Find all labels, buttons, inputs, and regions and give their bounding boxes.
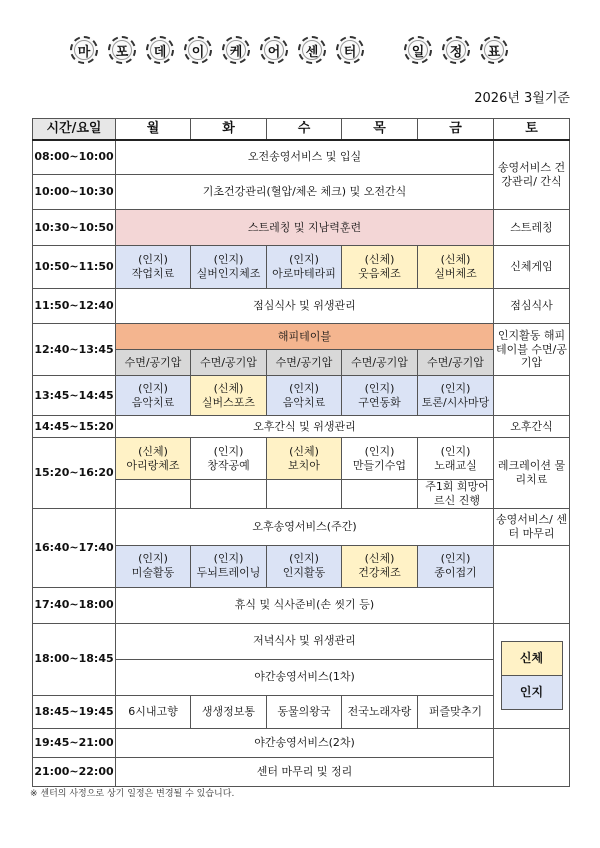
- table-row: [33, 324, 570, 350]
- program-name: 만들기수업: [352, 458, 407, 472]
- program-name: 실버인지체조: [196, 267, 261, 280]
- activity-cell: 야간송영서비스(1차): [116, 659, 494, 695]
- table-row: [33, 376, 570, 416]
- sleep-cell: 수면/공기압: [267, 350, 342, 376]
- program-tag: (인지): [289, 253, 319, 267]
- program-cell: [267, 438, 342, 480]
- program-name: 웃음체조: [358, 267, 401, 280]
- saturday-cell: 스트레칭: [494, 210, 570, 246]
- program-name: 토론/시사마당: [421, 395, 490, 409]
- saturday-cell: 송영서비스 건강관리/ 간식: [494, 140, 570, 210]
- sleep-cell: 수면/공기압: [418, 350, 494, 376]
- program-cell: [116, 246, 191, 289]
- sleep-cell: 수면/공기압: [342, 350, 418, 376]
- table-row: [33, 246, 570, 289]
- program-name: 노래교실: [434, 458, 477, 472]
- program-name: 미술활동: [131, 566, 175, 579]
- program-name: 음악치료: [282, 395, 326, 409]
- time-cell: 16:40~17:40: [33, 508, 116, 587]
- program-cell: [191, 438, 267, 480]
- activity-cell: 저녁식사 및 위생관리: [116, 623, 494, 659]
- program-tag: (인지): [440, 381, 471, 395]
- table-row: [33, 438, 570, 480]
- table-row: [33, 728, 570, 757]
- empty-cell: [116, 480, 191, 509]
- program-name: 보치아: [288, 458, 320, 472]
- program-tag: (인지): [440, 552, 471, 566]
- time-cell: 19:45~21:00: [33, 728, 116, 757]
- header-time: 시간/요일: [33, 119, 116, 140]
- activity-cell: 휴식 및 식사준비(손 씻기 등): [116, 587, 494, 623]
- time-cell: 14:45~15:20: [33, 416, 116, 438]
- title-char: 케: [222, 36, 250, 64]
- title-char: 데: [146, 36, 174, 64]
- title-char: 터: [336, 36, 364, 64]
- table-row: [33, 623, 570, 659]
- schedule-table: [32, 118, 570, 787]
- tv-program-cell: 전국노래자랑: [342, 695, 418, 728]
- table-row: [33, 175, 570, 210]
- program-tag: (신체): [440, 253, 471, 267]
- time-cell: 12:40~13:45: [33, 324, 116, 376]
- table-row: [33, 757, 570, 786]
- saturday-cell: 신체게임: [494, 246, 570, 289]
- time-cell: 10:00~10:30: [33, 175, 116, 210]
- program-name: 실버스포츠: [201, 395, 256, 409]
- program-cell: [342, 246, 418, 289]
- title-char: 어: [260, 36, 288, 64]
- tv-program-cell: 생생정보통: [191, 695, 267, 728]
- tv-program-cell: 6시내고향: [116, 695, 191, 728]
- footer-note: ※ 센터의 사정으로 상기 일정은 변경될 수 있습니다.: [30, 789, 235, 799]
- program-cell: [418, 545, 494, 587]
- table-row: [33, 416, 570, 438]
- empty-cell: [342, 480, 418, 509]
- program-tag: (인지): [138, 552, 168, 566]
- sleep-cell: 수면/공기압: [191, 350, 267, 376]
- activity-cell: 해피테이블: [116, 324, 494, 350]
- activity-cell: 센터 마무리 및 정리: [116, 757, 494, 786]
- header-day: 토: [494, 119, 570, 140]
- program-cell: [418, 246, 494, 289]
- time-cell: 11:50~12:40: [33, 289, 116, 324]
- saturday-cell: [494, 545, 570, 623]
- schedule-date: 2026년 3월기준: [474, 91, 570, 106]
- activity-cell: 오전송영서비스 및 입실: [116, 140, 494, 175]
- activity-cell: 스트레칭 및 지남력훈련: [116, 210, 494, 246]
- program-name: 아리랑체조: [126, 458, 180, 472]
- program-cell: [418, 376, 494, 416]
- time-cell: 13:45~14:45: [33, 376, 116, 416]
- program-name: 두뇌트레이닝: [196, 566, 261, 579]
- program-cell: [191, 246, 267, 289]
- title-char: 센: [298, 36, 326, 64]
- program-cell: [342, 545, 418, 587]
- tv-program-cell: 동물의왕국: [267, 695, 342, 728]
- program-tag: (인지): [364, 381, 395, 395]
- empty-cell: [191, 480, 267, 509]
- tv-program-cell: 퍼즐맞추기: [418, 695, 494, 728]
- program-tag: (인지): [213, 552, 244, 566]
- program-tag: (신체): [138, 444, 168, 458]
- program-tag: (신체): [364, 253, 395, 267]
- program-cell: [342, 376, 418, 416]
- saturday-cell: [494, 728, 570, 786]
- program-tag: (인지): [289, 381, 319, 395]
- program-cell: [191, 376, 267, 416]
- legend-physical: 신체: [501, 641, 563, 676]
- time-cell: 15:20~16:20: [33, 438, 116, 509]
- program-cell: [116, 376, 191, 416]
- program-name: 종이접기: [434, 566, 477, 579]
- program-cell: [267, 246, 342, 289]
- activity-cell: 기초건강관리(혈압/체온 체크) 및 오전간식: [116, 175, 494, 210]
- program-cell: [342, 438, 418, 480]
- saturday-cell: 인지활동 해피테이블 수면/공기압: [494, 324, 570, 376]
- program-tag: (신체): [289, 444, 319, 458]
- header-day: 목: [342, 119, 418, 140]
- activity-cell: 야간송영서비스(2차): [116, 728, 494, 757]
- program-cell: [116, 438, 191, 480]
- time-cell: 18:00~18:45: [33, 623, 116, 695]
- program-tag: (인지): [440, 444, 471, 458]
- header-day: 금: [418, 119, 494, 140]
- table-row: [33, 140, 570, 175]
- table-row: [33, 587, 570, 623]
- program-cell: [116, 545, 191, 587]
- time-cell: 21:00~22:00: [33, 757, 116, 786]
- time-cell: 18:45~19:45: [33, 695, 116, 728]
- legend: [494, 623, 570, 728]
- program-name: 실버체조: [434, 267, 477, 280]
- activity-cell: 오후간식 및 위생관리: [116, 416, 494, 438]
- program-cell: [191, 545, 267, 587]
- program-name: 구연동화: [358, 395, 401, 409]
- program-name: 인지활동: [282, 566, 326, 579]
- program-tag: (신체): [213, 381, 244, 395]
- saturday-cell: [494, 376, 570, 416]
- empty-cell: [267, 480, 342, 509]
- program-tag: (인지): [213, 253, 244, 267]
- program-note: 주1회 희망어르신 진행: [418, 480, 494, 509]
- program-name: 작업치료: [131, 267, 175, 280]
- program-tag: (인지): [213, 444, 244, 458]
- title-char: 마: [70, 36, 98, 64]
- header-day: 화: [191, 119, 267, 140]
- program-name: 음악치료: [131, 395, 175, 409]
- program-cell: [267, 376, 342, 416]
- header-day: 월: [116, 119, 191, 140]
- sleep-cell: 수면/공기압: [116, 350, 191, 376]
- program-tag: (인지): [289, 552, 319, 566]
- header-row: [33, 119, 570, 140]
- program-name: 창작공예: [207, 458, 250, 472]
- saturday-cell: 레크레이션 물리치료: [494, 438, 570, 509]
- program-tag: (인지): [138, 381, 168, 395]
- table-row: [33, 289, 570, 324]
- title-char: 정: [442, 36, 470, 64]
- title-char: 표: [480, 36, 508, 64]
- activity-cell: 오후송영서비스(주간): [116, 508, 494, 545]
- title-char: 이: [184, 36, 212, 64]
- table-row: [33, 210, 570, 246]
- activity-cell: 점심식사 및 위생관리: [116, 289, 494, 324]
- program-cell: [267, 545, 342, 587]
- table-row: [33, 695, 570, 728]
- program-tag: (인지): [364, 444, 395, 458]
- time-cell: 10:50~11:50: [33, 246, 116, 289]
- header-day: 수: [267, 119, 342, 140]
- saturday-cell: 오후간식: [494, 416, 570, 438]
- saturday-cell: 송영서비스/ 센터 마무리: [494, 508, 570, 545]
- time-cell: 08:00~10:00: [33, 140, 116, 175]
- time-cell: 17:40~18:00: [33, 587, 116, 623]
- program-tag: (인지): [138, 253, 168, 267]
- title-char: 포: [108, 36, 136, 64]
- program-tag: (신체): [364, 552, 395, 566]
- time-cell: 10:30~10:50: [33, 210, 116, 246]
- saturday-cell: 점심식사: [494, 289, 570, 324]
- program-name: 건강체조: [358, 566, 401, 579]
- legend-cognitive: 인지: [501, 676, 563, 710]
- program-name: 아로마테라피: [272, 267, 336, 280]
- program-cell: [418, 438, 494, 480]
- table-row: [33, 508, 570, 545]
- title-char: 일: [404, 36, 432, 64]
